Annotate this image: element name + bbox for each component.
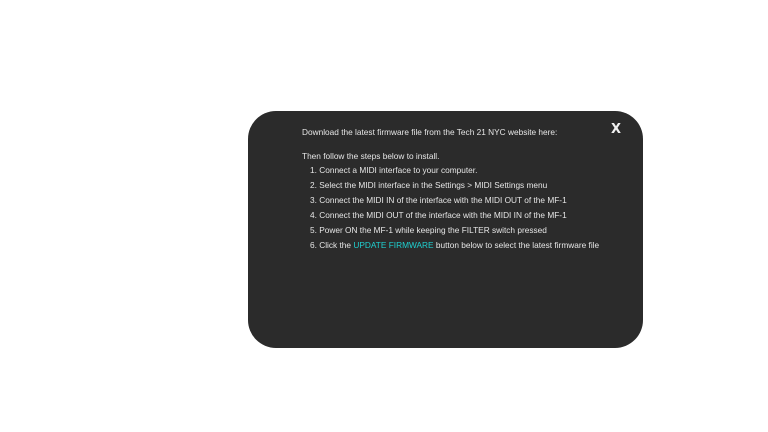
- step-item: 1. Connect a MIDI interface to your computer.: [310, 165, 478, 175]
- intro-text: Download the latest firmware file from the Tech 21 NYC website here:: [302, 127, 558, 137]
- step6-suffix: button below to select the latest firmware file: [433, 240, 600, 250]
- step-item: 2. Select the MIDI interface in the Settings > MIDI Settings menu: [310, 180, 548, 190]
- install-steps-list: [310, 163, 599, 253]
- instructions-heading: Then follow the steps below to install.: [302, 151, 440, 161]
- close-button[interactable]: X: [610, 122, 621, 137]
- step-item: 3. Connect the MIDI IN of the interface with the MIDI OUT of the MF-1: [310, 195, 567, 205]
- step-item-update: [310, 238, 599, 253]
- step6-prefix: 6. Click the: [310, 240, 354, 250]
- update-firmware-highlight: UPDATE FIRMWARE: [353, 240, 434, 250]
- step-item: 4. Connect the MIDI OUT of the interface with the MIDI IN of the MF-1: [310, 210, 567, 220]
- step-item: 5. Power ON the MF-1 while keeping the FILTER switch pressed: [310, 225, 547, 235]
- firmware-update-dialog: [248, 111, 643, 348]
